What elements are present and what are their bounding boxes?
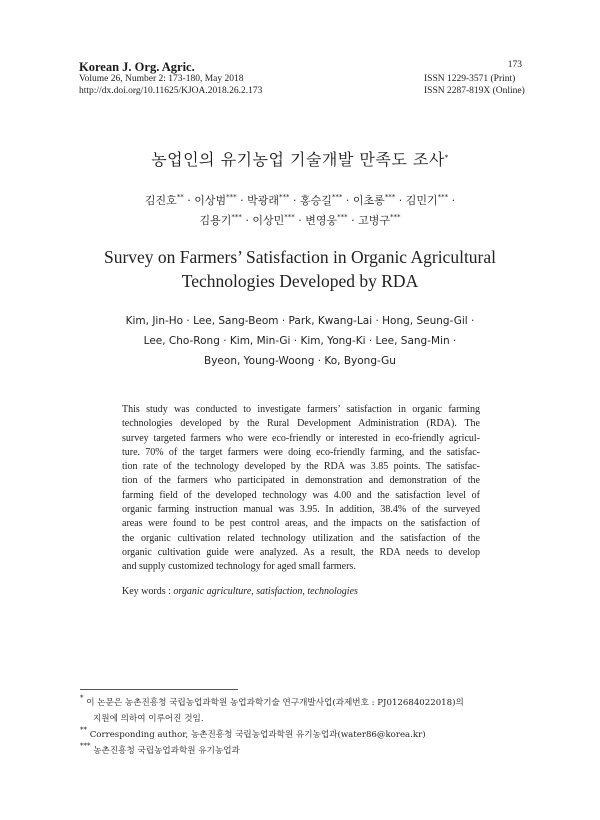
author-name: 이초롱 xyxy=(352,194,385,207)
korean-authors xyxy=(60,191,540,231)
issn-print: ISSN 1229-3571 (Print) xyxy=(424,74,516,84)
author-mark: *** xyxy=(231,213,242,221)
issn-online: ISSN 2287-819X (Online) xyxy=(424,85,525,96)
english-authors-line3: Byeon, Young-Woong · Ko, Byong-Gu xyxy=(204,355,396,367)
keywords xyxy=(122,586,482,597)
english-title-line1: Survey on Farmers’ Satisfaction in Organic Agricultural xyxy=(103,247,497,267)
abstract xyxy=(122,403,480,575)
author-name: 이상범 xyxy=(194,194,227,207)
abstract-line: tion of the farmers who participated in demonstration and demonstration of the xyxy=(122,475,480,487)
abstract-line: tion rate of the technology developed by the RDA was 3.85 points. The satisfac- xyxy=(122,461,480,473)
author-name: 고병구 xyxy=(358,214,391,227)
footnotes xyxy=(80,695,540,759)
author-name: 이상민 xyxy=(252,214,285,227)
author-name: 김진호 xyxy=(144,194,177,207)
footnote-text: Corresponding author, 농촌진흥청 국립농업과학원 유기농업과(water86@korea.kr) xyxy=(89,730,426,740)
footnote-mark: * xyxy=(80,694,84,702)
doi-link[interactable]: http://dx.doi.org/10.11625/KJOA.2018.26.2.173 xyxy=(79,85,263,96)
journal-name: Korean J. Org. Agric. xyxy=(79,60,195,74)
english-title-line2: Technologies Developed by RDA xyxy=(181,271,419,291)
footnote-text: 농촌진흥청 국립농업과학원 유기농업과 xyxy=(93,746,240,756)
footnote-1 xyxy=(80,695,540,711)
keywords-label: Key words : xyxy=(122,586,174,597)
journal-header xyxy=(79,60,379,97)
footnote-1-cont: 지원에 의하여 이루어진 것임. xyxy=(93,714,204,724)
abstract-line: survey targeted farmers who were eco-friendly or interested in eco-friendly agricul- xyxy=(122,432,480,444)
abstract-line: organic farming instruction manual was 3.95. In addition, 38.4% of the surveyed xyxy=(122,504,480,516)
author-name: 김용기 xyxy=(199,214,232,227)
footnote-text: 이 논문은 농촌진흥청 국립농업과학원 농업과학기술 연구개발사업(과제번호 : PJ012684022018)의 xyxy=(86,698,464,708)
footnote-3 xyxy=(80,743,540,759)
author-mark: *** xyxy=(284,213,295,221)
author-mark: *** xyxy=(337,213,348,221)
author-name: 김민기 xyxy=(405,194,438,207)
korean-title-mark: * xyxy=(444,154,449,162)
korean-authors-line2: 김용기*** · 이상민*** · 변영웅*** · 고병구*** xyxy=(199,213,401,227)
issn-block xyxy=(424,74,584,97)
abstract-line: and supply customized technology for aged small farmers. xyxy=(122,561,356,573)
footnote-2 xyxy=(80,727,540,743)
author-name: 변영웅 xyxy=(305,214,338,227)
footnote-divider xyxy=(80,689,238,690)
korean-title xyxy=(0,147,600,170)
author-name: 박광래 xyxy=(247,194,279,207)
english-title xyxy=(60,245,540,293)
korean-title-text: 농업인의 유기농업 기술개발 만족도 조사 xyxy=(151,150,445,169)
author-mark: *** xyxy=(390,213,401,221)
english-authors-line1: Kim, Jin-Ho · Lee, Sang-Beom · Park, Kwang-Lai · Hong, Seung-Gil · xyxy=(125,315,475,327)
footnote-mark: *** xyxy=(80,742,91,750)
korean-authors-line1: 김진호** · 이상범*** · 박광래*** · 홍승길*** · 이초롱*** · 김민기*** · xyxy=(144,193,456,207)
footnote-mark: ** xyxy=(80,726,87,734)
abstract-line: This study was conducted to investigate farmers’ satisfaction in organic farming xyxy=(122,404,480,415)
author-name: 홍승길 xyxy=(300,194,332,207)
abstract-line: ture. 70% of the target farmers were doing eco-friendly farming, and the satisfac- xyxy=(122,446,480,458)
author-mark: *** xyxy=(437,193,449,201)
english-authors-line2: Lee, Cho-Rong · Kim, Min-Gi · Kim, Yong-Ki · Lee, Sang-Min · xyxy=(143,335,457,347)
volume-info: Volume 26, Number 2: 173-180, May 2018 xyxy=(79,74,244,84)
page-number: 173 xyxy=(507,60,522,70)
abstract-line: organic cultivation guide were analyzed. As a result, the RDA needs to develop xyxy=(122,546,480,558)
author-mark: *** xyxy=(331,193,343,201)
author-mark: *** xyxy=(384,193,396,201)
author-mark: ** xyxy=(176,193,184,201)
abstract-line: farming field of the developed technology was 4.00 and the satisfaction level of xyxy=(122,489,480,501)
english-authors xyxy=(80,311,520,371)
abstract-line: areas were found to be pest control areas, and the impacts on the satisfaction of xyxy=(122,518,480,530)
author-mark: *** xyxy=(226,193,237,201)
abstract-line: technologies developed by the Rural Development Administration (RDA). The xyxy=(122,418,480,430)
abstract-line: the organic cultivation related technology utilization and the satisfaction of the xyxy=(122,532,480,544)
author-mark: *** xyxy=(279,193,290,201)
keywords-terms: organic agriculture, satisfaction, technologies xyxy=(173,586,358,597)
